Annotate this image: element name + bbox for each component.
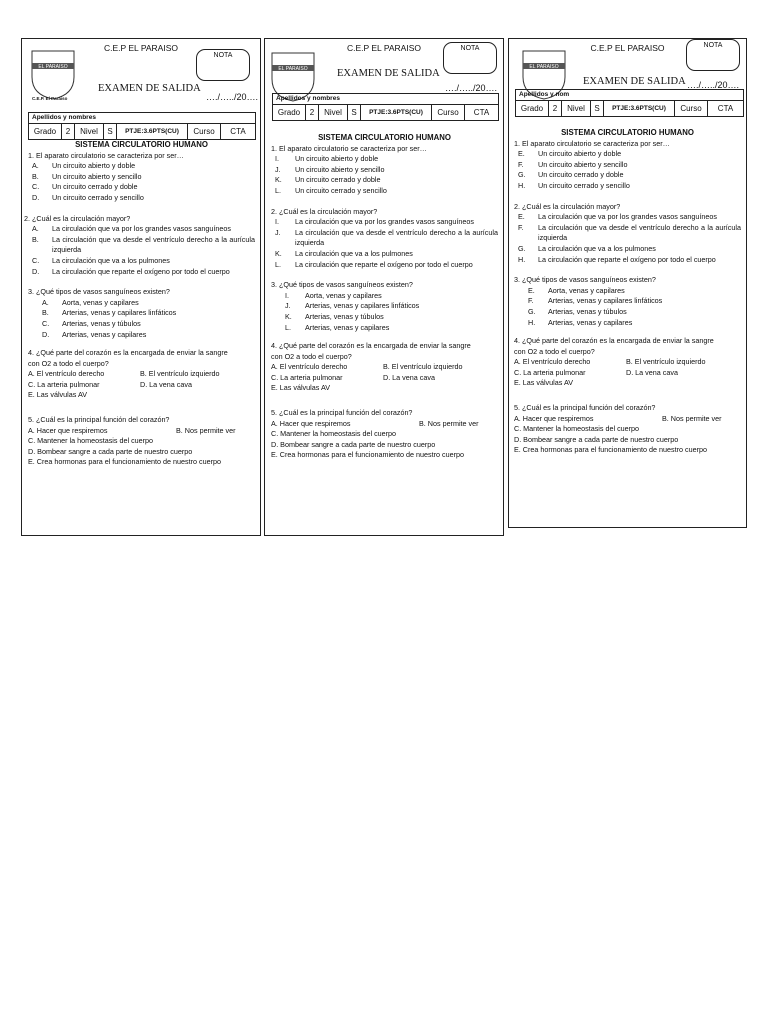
q5-options-ab: A. Hacer que respiremos B. Nos permite ver	[514, 413, 722, 423]
exam-title: EXAMEN DE SALIDA	[583, 76, 686, 87]
nivel-value: S	[591, 101, 604, 116]
curso-label: Curso	[188, 124, 221, 139]
q3-option: K. Arterias, venas y túbulos	[285, 311, 384, 321]
q2-option: E. La circulación que va por los grandes vasos sanguíneos	[518, 212, 717, 222]
q1-option: C. Un circuito cerrado y doble	[32, 182, 138, 192]
nota-box	[196, 49, 250, 81]
curso-label: Curso	[675, 101, 708, 116]
exam-card-3	[508, 38, 747, 528]
ptje-label: PTJE:3.6PTS(CU)	[361, 105, 432, 120]
q5-option-c: C. Mantener la homeostasis del cuerpo	[514, 424, 640, 434]
logo-text: EL PARAISO	[529, 64, 559, 70]
q2-text: 2. ¿Cuál es la circulación mayor?	[271, 206, 378, 216]
q4-options-cd: C. La arteria pulmonar D. La vena cava	[514, 367, 678, 377]
nota-label: NOTA	[703, 42, 723, 49]
q4-text: 4. ¿Qué parte del corazón es la encargada de enviar la sangre con O2 a todo el cuerpo?	[271, 341, 471, 361]
q4-option-e: E. Las válvulas AV	[28, 390, 87, 400]
q3-text: 3. ¿Qué tipos de vasos sanguíneos existen?	[514, 275, 656, 285]
q1-text: 1. El aparato circulatorio se caracteriza por ser…	[271, 143, 427, 153]
student-id-table	[28, 112, 256, 140]
q1-option: I. Un circuito abierto y doble	[275, 154, 379, 164]
q5-options-ab: A. Hacer que respiremos B. Nos permite ver	[28, 425, 236, 435]
school-name: C.E.P EL PARAISO	[590, 43, 665, 53]
ptje-label: PTJE:3.6PTS(CU)	[117, 124, 188, 139]
questions	[514, 128, 741, 456]
q4-options-ab: A. El ventrículo derecho B. El ventrículo izquierdo	[514, 357, 706, 367]
q5-option-d: D. Bombear sangre a cada parte de nuestro cuerpo	[514, 434, 679, 444]
q3-option: I. Aorta, venas y capilares	[285, 290, 382, 300]
q1-option: D. Un circuito cerrado y sencillo	[32, 192, 144, 202]
q4-option-e: E. Las válvulas AV	[271, 383, 330, 393]
exam-date: …./…../20….	[206, 92, 259, 102]
q3-option: D. Arterias, venas y capilares	[42, 329, 147, 339]
q1-text: 1. El aparato circulatorio se caracteriza por ser…	[514, 138, 670, 148]
q3-text: 3. ¿Qué tipos de vasos sanguíneos existen?	[28, 287, 170, 297]
q5-option-d: D. Bombear sangre a cada parte de nuestro cuerpo	[271, 439, 436, 449]
q4-options-cd: C. La arteria pulmonar D. La vena cava	[28, 379, 192, 389]
logo-caption: C.E.P. El Paraiso	[32, 96, 68, 101]
grado-value: 2	[306, 105, 319, 120]
school-name: C.E.P EL PARAISO	[346, 43, 421, 53]
q2-text: 2. ¿Cuál es la circulación mayor?	[24, 213, 131, 223]
exam-title: EXAMEN DE SALIDA	[98, 83, 201, 94]
curso-value: CTA	[717, 104, 734, 113]
grado-value: 2	[62, 124, 75, 139]
exam-date: …./…../20….	[445, 83, 498, 93]
q3-option: C. Arterias, venas y túbulos	[42, 318, 141, 328]
nivel-label: Nivel	[75, 124, 104, 139]
nota-label: NOTA	[213, 52, 233, 59]
grado-label: Grado	[29, 124, 62, 139]
q4-option-e: E. Las válvulas AV	[514, 378, 573, 388]
q3-text: 3. ¿Qué tipos de vasos sanguíneos existen?	[271, 280, 413, 290]
q1-option: A. Un circuito abierto y doble	[32, 161, 136, 171]
q2-option: G. La circulación que va a los pulmones	[518, 243, 656, 253]
nivel-label: Nivel	[319, 105, 348, 120]
q3-option: B. Arterias, venas y capilares linfáticos	[42, 308, 177, 318]
q5-text: 5. ¿Cuál es la principal función del corazón?	[28, 415, 170, 425]
topic-title: SISTEMA CIRCULATORIO HUMANO	[75, 140, 208, 149]
q1-text: 1. El aparato circulatorio se caracteriza por ser…	[28, 150, 184, 160]
q3-option: J. Arterias, venas y capilares linfáticos	[285, 301, 420, 311]
q5-options-ab: A. Hacer que respiremos B. Nos permite ver	[271, 418, 479, 428]
q2-option: D. La circulación que reparte el oxígeno por todo el cuerpo	[32, 266, 230, 276]
q2-option: J. La circulación que va desde el ventrículo derecho a la aurícula izquierda	[275, 227, 498, 248]
q5-text: 5. ¿Cuál es la principal función del corazón?	[271, 408, 413, 418]
q4-text: 4. ¿Qué parte del corazón es la encargada de enviar la sangre con O2 a todo el cuerpo?	[514, 336, 714, 356]
q1-option: F. Un circuito abierto y sencillo	[518, 159, 628, 169]
questions	[271, 133, 498, 461]
q2-option: H. La circulación que reparte el oxígeno por todo el cuerpo	[518, 254, 716, 264]
nota-box	[443, 42, 497, 74]
exam-card-2	[264, 38, 504, 536]
q5-text: 5. ¿Cuál es la principal función del corazón?	[514, 403, 656, 413]
curso-value: CTA	[473, 108, 490, 117]
q4-options-cd: C. La arteria pulmonar D. La vena cava	[271, 372, 435, 382]
q2-option: L. La circulación que reparte el oxígeno por todo el cuerpo	[275, 259, 473, 269]
names-field[interactable]: Apellidos y nom	[516, 90, 743, 101]
nivel-value: S	[348, 105, 361, 120]
q5-option-c: C. Mantener la homeostasis del cuerpo	[271, 429, 397, 439]
grado-label: Grado	[516, 101, 549, 116]
q1-option: L. Un circuito cerrado y sencillo	[275, 185, 387, 195]
nota-label: NOTA	[460, 45, 480, 52]
nivel-value: S	[104, 124, 117, 139]
q2-option: K. La circulación que va a los pulmones	[275, 248, 413, 258]
school-name: C.E.P EL PARAISO	[103, 43, 178, 53]
q3-option: A. Aorta, venas y capilares	[42, 297, 139, 307]
curso-label: Curso	[432, 105, 465, 120]
exam-card-1	[21, 38, 261, 536]
ptje-label: PTJE:3.6PTS(CU)	[604, 101, 675, 116]
topic-title: SISTEMA CIRCULATORIO HUMANO	[318, 133, 451, 142]
names-field[interactable]: Apellidos y nombres	[273, 94, 498, 105]
q4-options-ab: A. El ventrículo derecho B. El ventrículo izquierdo	[28, 369, 220, 379]
exam-title: EXAMEN DE SALIDA	[337, 68, 440, 79]
q1-option: B. Un circuito abierto y sencillo	[32, 171, 142, 181]
q2-option: I. La circulación que va por los grandes vasos sanguíneos	[275, 217, 474, 227]
student-id-table	[515, 89, 744, 117]
topic-title: SISTEMA CIRCULATORIO HUMANO	[561, 128, 694, 137]
grado-value: 2	[549, 101, 562, 116]
q2-option: C. La circulación que va a los pulmones	[32, 255, 170, 265]
q2-option: B. La circulación que va desde el ventrículo derecho a la aurícula izquierda	[32, 234, 255, 255]
grado-label: Grado	[273, 105, 306, 120]
q1-option: K. Un circuito cerrado y doble	[275, 175, 381, 185]
q3-option: F. Arterias, venas y capilares linfáticos	[528, 296, 663, 306]
q2-text: 2. ¿Cuál es la circulación mayor?	[514, 201, 621, 211]
questions	[24, 140, 255, 468]
q3-option: E. Aorta, venas y capilares	[528, 285, 625, 295]
q5-option-e: E. Crea hormonas para el funcionamiento de nuestro cuerpo	[271, 450, 464, 460]
q1-option: G. Un circuito cerrado y doble	[518, 170, 624, 180]
q3-option: H. Arterias, venas y capilares	[528, 317, 633, 327]
q2-option: F. La circulación que va desde el ventrículo derecho a la aurícula izquierda	[518, 222, 741, 243]
curso-value: CTA	[230, 127, 246, 136]
school-logo	[30, 49, 76, 101]
q2-option: A. La circulación que va por los grandes vasos sanguíneos	[32, 224, 231, 234]
q3-option: L. Arterias, venas y capilares	[285, 322, 390, 332]
q5-option-e: E. Crea hormonas para el funcionamiento de nuestro cuerpo	[514, 445, 707, 455]
exam-date: …./…../20….	[687, 80, 740, 90]
q4-options-ab: A. El ventrículo derecho B. El ventrículo izquierdo	[271, 362, 463, 372]
q4-text: 4. ¿Qué parte del corazón es la encargada de enviar la sangre con O2 a todo el cuerpo?	[28, 348, 228, 368]
q5-option-e: E. Crea hormonas para el funcionamiento de nuestro cuerpo	[28, 457, 221, 467]
nivel-label: Nivel	[562, 101, 591, 116]
names-field[interactable]: Apellidos y nombres	[29, 113, 255, 124]
q1-option: E. Un circuito abierto y doble	[518, 149, 622, 159]
q5-option-c: C. Mantener la homeostasis del cuerpo	[28, 436, 154, 446]
q3-option: G. Arterias, venas y túbulos	[528, 306, 627, 316]
student-id-table	[272, 93, 499, 121]
q1-option: H. Un circuito cerrado y sencillo	[518, 180, 630, 190]
q5-option-d: D. Bombear sangre a cada parte de nuestro cuerpo	[28, 446, 193, 456]
logo-text: EL PARAISO	[278, 66, 308, 72]
nota-box	[686, 39, 740, 71]
q1-option: J. Un circuito abierto y sencillo	[275, 164, 385, 174]
logo-text: EL PARAISO	[38, 64, 68, 70]
